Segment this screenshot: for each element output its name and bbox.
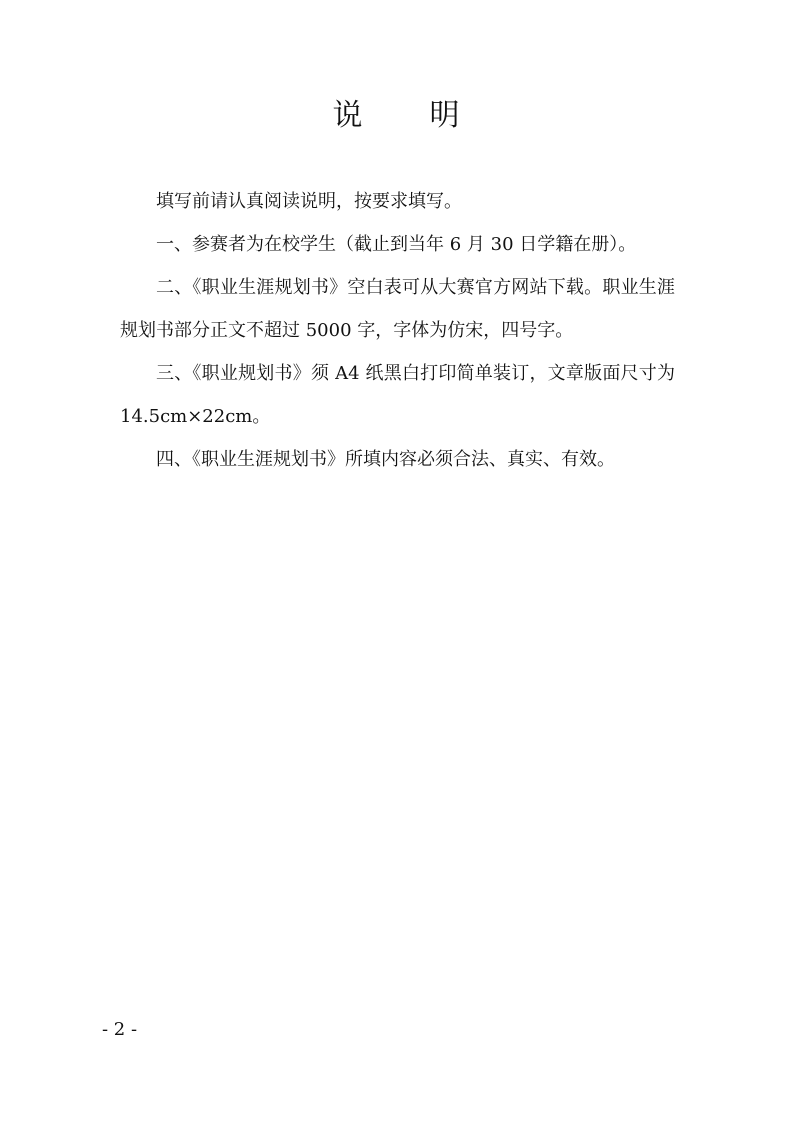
page-title: [0, 96, 793, 136]
instruction-item-1: 一、参赛者为在校学生（截止到当年 6 月 30 日学籍在册）。: [156, 234, 637, 255]
instruction-item-3: 三、《职业规划书》须 A4 纸黑白打印简单装订，文章版面尺寸为 14.5cm×22cm。: [120, 363, 675, 427]
instruction-item-2: 二、《职业生涯规划书》空白表可从大赛官方网站下载。职业生涯规划书部分正文不超过 5000 字，字体为仿宋，四号字。: [120, 277, 675, 341]
instruction-item-4: 四、《职业生涯规划书》所填内容必须合法、真实、有效。: [156, 449, 615, 470]
page-title-char-1: 说: [332, 98, 364, 133]
page-number: - 2 -: [102, 1019, 138, 1040]
instructions-body: [120, 180, 675, 481]
instruction-intro: 填写前请认真阅读说明，按要求填写。: [156, 191, 462, 212]
page-title-char-2: 明: [429, 98, 461, 133]
